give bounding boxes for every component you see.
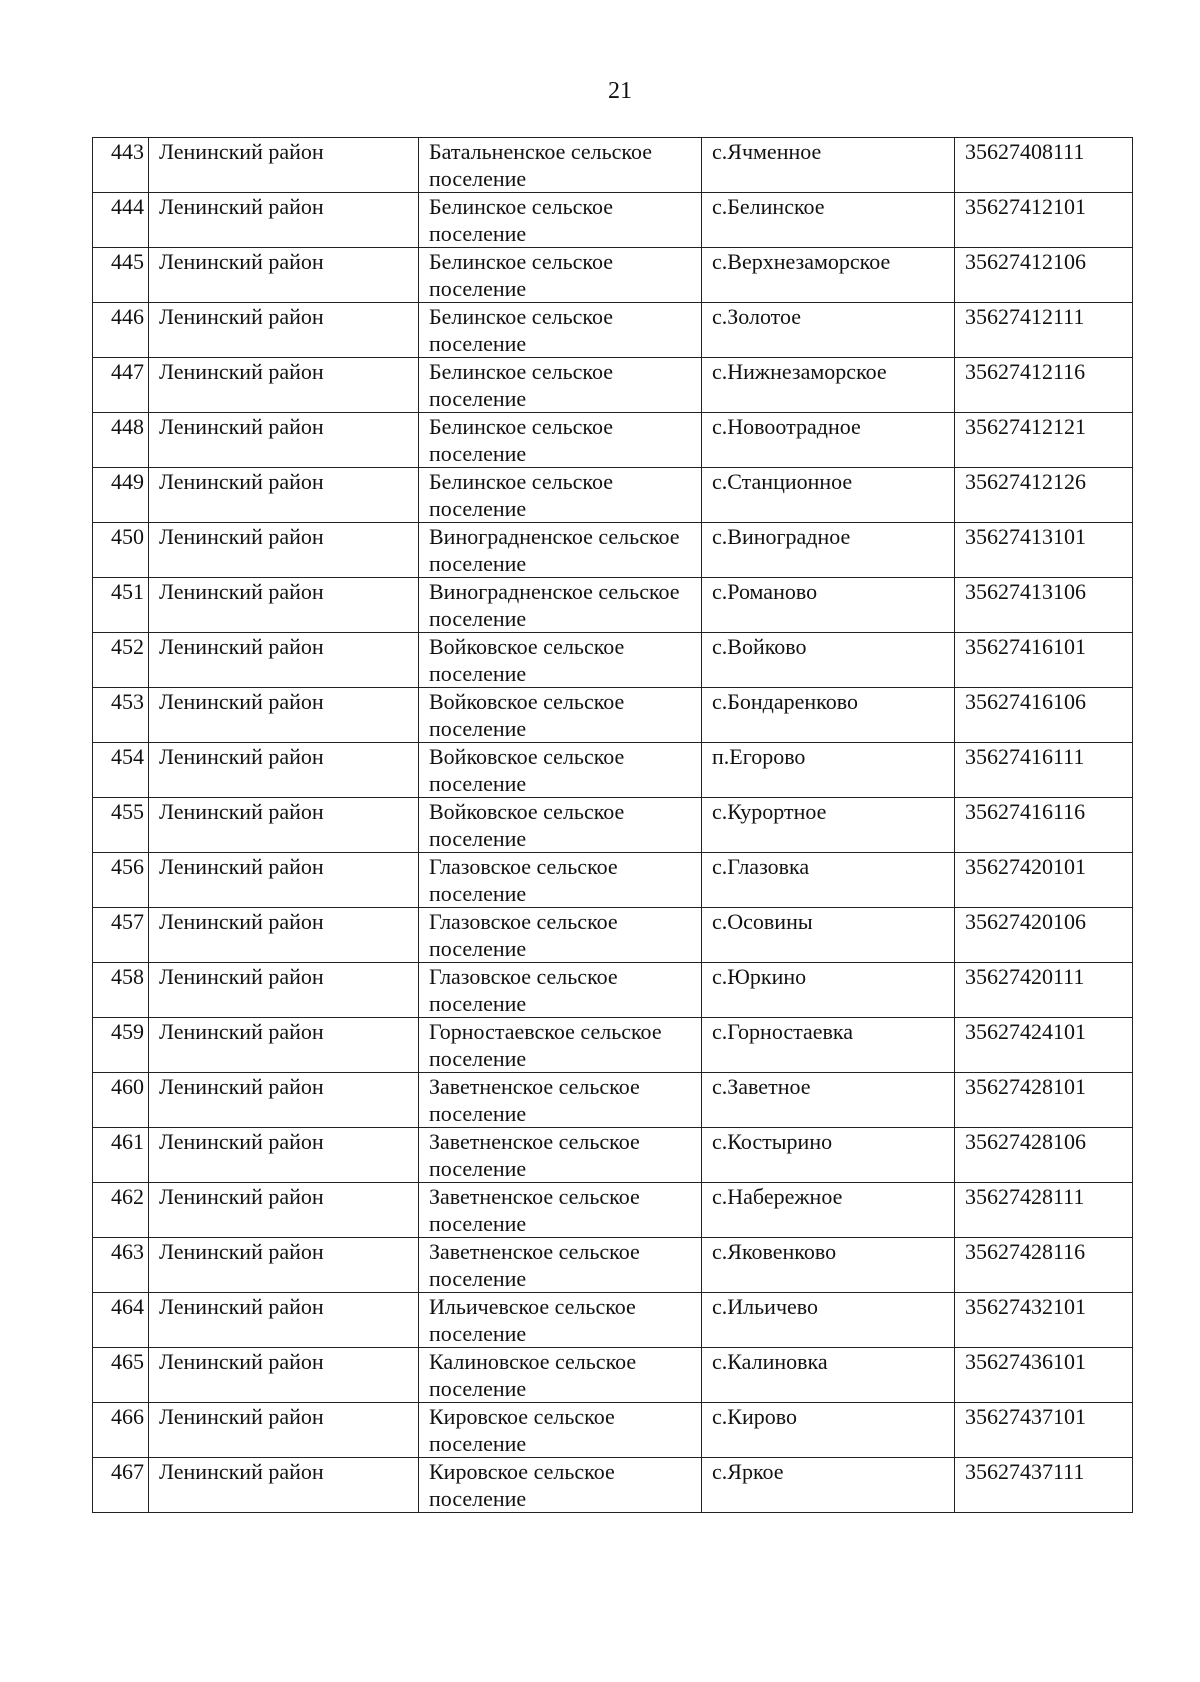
settlement-cell: Кировское сельское поселение <box>419 1458 702 1513</box>
table-row <box>93 1128 1133 1183</box>
settlement-cell: Белинское сельское поселение <box>419 468 702 523</box>
code-cell: 35627424101 <box>955 1018 1133 1073</box>
code-cell: 35627420101 <box>955 853 1133 908</box>
settlement-cell: Заветненское сельское поселение <box>419 1073 702 1128</box>
table-row <box>93 413 1133 468</box>
locality-cell: с.Яковенково <box>702 1238 955 1293</box>
row-number: 457 <box>93 908 149 963</box>
code-cell: 35627437111 <box>955 1458 1133 1513</box>
table-row <box>93 908 1133 963</box>
settlement-cell: Глазовское сельское поселение <box>419 963 702 1018</box>
settlement-cell: Батальненское сельское поселение <box>419 138 702 193</box>
settlement-cell: Белинское сельское поселение <box>419 413 702 468</box>
locality-cell: с.Золотое <box>702 303 955 358</box>
locality-cell: с.Курортное <box>702 798 955 853</box>
row-number: 445 <box>93 248 149 303</box>
code-cell: 35627412126 <box>955 468 1133 523</box>
code-cell: 35627412106 <box>955 248 1133 303</box>
settlement-cell: Заветненское сельское поселение <box>419 1128 702 1183</box>
locality-cell: с.Кирово <box>702 1403 955 1458</box>
locality-cell: с.Романово <box>702 578 955 633</box>
district-cell: Ленинский район <box>149 743 419 798</box>
code-cell: 35627428101 <box>955 1073 1133 1128</box>
settlement-cell: Белинское сельское поселение <box>419 358 702 413</box>
row-number: 453 <box>93 688 149 743</box>
table-row <box>93 248 1133 303</box>
table-row <box>93 523 1133 578</box>
settlement-cell: Заветненское сельское поселение <box>419 1183 702 1238</box>
table-row <box>93 963 1133 1018</box>
code-cell: 35627412101 <box>955 193 1133 248</box>
row-number: 452 <box>93 633 149 688</box>
table-row <box>93 853 1133 908</box>
district-cell: Ленинский район <box>149 468 419 523</box>
district-cell: Ленинский район <box>149 1018 419 1073</box>
settlement-cell: Кировское сельское поселение <box>419 1403 702 1458</box>
settlement-cell: Калиновское сельское поселение <box>419 1348 702 1403</box>
district-cell: Ленинский район <box>149 1403 419 1458</box>
row-number: 465 <box>93 1348 149 1403</box>
locality-cell: с.Яркое <box>702 1458 955 1513</box>
district-cell: Ленинский район <box>149 523 419 578</box>
code-cell: 35627420106 <box>955 908 1133 963</box>
code-cell: 35627416111 <box>955 743 1133 798</box>
code-cell: 35627428106 <box>955 1128 1133 1183</box>
code-cell: 35627432101 <box>955 1293 1133 1348</box>
district-cell: Ленинский район <box>149 908 419 963</box>
table-row <box>93 688 1133 743</box>
row-number: 455 <box>93 798 149 853</box>
locality-cell: с.Заветное <box>702 1073 955 1128</box>
code-cell: 35627416101 <box>955 633 1133 688</box>
district-cell: Ленинский район <box>149 193 419 248</box>
settlement-cell: Войковское сельское поселение <box>419 633 702 688</box>
locality-cell: с.Ячменное <box>702 138 955 193</box>
code-cell: 35627408111 <box>955 138 1133 193</box>
row-number: 460 <box>93 1073 149 1128</box>
table-row <box>93 1073 1133 1128</box>
locality-cell: с.Бондаренково <box>702 688 955 743</box>
locality-cell: с.Костырино <box>702 1128 955 1183</box>
district-cell: Ленинский район <box>149 798 419 853</box>
row-number: 448 <box>93 413 149 468</box>
code-cell: 35627437101 <box>955 1403 1133 1458</box>
district-cell: Ленинский район <box>149 688 419 743</box>
locality-cell: с.Калиновка <box>702 1348 955 1403</box>
row-number: 463 <box>93 1238 149 1293</box>
row-number: 451 <box>93 578 149 633</box>
locality-cell: с.Осовины <box>702 908 955 963</box>
locality-cell: с.Виноградное <box>702 523 955 578</box>
table-row <box>93 1018 1133 1073</box>
district-cell: Ленинский район <box>149 303 419 358</box>
settlement-cell: Белинское сельское поселение <box>419 248 702 303</box>
district-cell: Ленинский район <box>149 1293 419 1348</box>
row-number: 461 <box>93 1128 149 1183</box>
table-row <box>93 1293 1133 1348</box>
row-number: 443 <box>93 138 149 193</box>
code-cell: 35627428111 <box>955 1183 1133 1238</box>
code-cell: 35627420111 <box>955 963 1133 1018</box>
row-number: 462 <box>93 1183 149 1238</box>
locality-cell: с.Набережное <box>702 1183 955 1238</box>
table-row <box>93 633 1133 688</box>
settlements-table <box>92 137 1133 1513</box>
district-cell: Ленинский район <box>149 578 419 633</box>
settlement-cell: Белинское сельское поселение <box>419 193 702 248</box>
settlement-cell: Заветненское сельское поселение <box>419 1238 702 1293</box>
district-cell: Ленинский район <box>149 1458 419 1513</box>
locality-cell: с.Новоотрадное <box>702 413 955 468</box>
district-cell: Ленинский район <box>149 963 419 1018</box>
row-number: 450 <box>93 523 149 578</box>
code-cell: 35627416106 <box>955 688 1133 743</box>
row-number: 458 <box>93 963 149 1018</box>
locality-cell: с.Белинское <box>702 193 955 248</box>
row-number: 449 <box>93 468 149 523</box>
row-number: 444 <box>93 193 149 248</box>
settlement-cell: Войковское сельское поселение <box>419 688 702 743</box>
locality-cell: с.Нижнезаморское <box>702 358 955 413</box>
code-cell: 35627413101 <box>955 523 1133 578</box>
row-number: 446 <box>93 303 149 358</box>
settlement-cell: Глазовское сельское поселение <box>419 853 702 908</box>
settlement-cell: Ильичевское сельское поселение <box>419 1293 702 1348</box>
district-cell: Ленинский район <box>149 633 419 688</box>
district-cell: Ленинский район <box>149 1348 419 1403</box>
page-number: 21 <box>608 78 632 104</box>
locality-cell: с.Глазовка <box>702 853 955 908</box>
row-number: 459 <box>93 1018 149 1073</box>
code-cell: 35627412111 <box>955 303 1133 358</box>
code-cell: 35627416116 <box>955 798 1133 853</box>
code-cell: 35627428116 <box>955 1238 1133 1293</box>
district-cell: Ленинский район <box>149 413 419 468</box>
district-cell: Ленинский район <box>149 1183 419 1238</box>
settlement-cell: Белинское сельское поселение <box>419 303 702 358</box>
settlement-cell: Горностаевское сельское поселение <box>419 1018 702 1073</box>
row-number: 464 <box>93 1293 149 1348</box>
locality-cell: с.Ильичево <box>702 1293 955 1348</box>
table-row <box>93 1458 1133 1513</box>
settlement-cell: Войковское сельское поселение <box>419 798 702 853</box>
table-row <box>93 798 1133 853</box>
settlement-cell: Виноградненское сельское поселение <box>419 578 702 633</box>
locality-cell: с.Верхнезаморское <box>702 248 955 303</box>
district-cell: Ленинский район <box>149 138 419 193</box>
table-row <box>93 1183 1133 1238</box>
row-number: 456 <box>93 853 149 908</box>
table-row <box>93 1238 1133 1293</box>
table-row <box>93 1403 1133 1458</box>
table-row <box>93 468 1133 523</box>
district-cell: Ленинский район <box>149 1073 419 1128</box>
code-cell: 35627413106 <box>955 578 1133 633</box>
table-row <box>93 138 1133 193</box>
table-body <box>93 138 1133 1513</box>
table-row <box>93 358 1133 413</box>
row-number: 467 <box>93 1458 149 1513</box>
code-cell: 35627412121 <box>955 413 1133 468</box>
district-cell: Ленинский район <box>149 358 419 413</box>
district-cell: Ленинский район <box>149 248 419 303</box>
code-cell: 35627436101 <box>955 1348 1133 1403</box>
row-number: 454 <box>93 743 149 798</box>
locality-cell: с.Станционное <box>702 468 955 523</box>
settlement-cell: Виноградненское сельское поселение <box>419 523 702 578</box>
row-number: 466 <box>93 1403 149 1458</box>
district-cell: Ленинский район <box>149 1128 419 1183</box>
table-row <box>93 1348 1133 1403</box>
district-cell: Ленинский район <box>149 853 419 908</box>
settlement-cell: Глазовское сельское поселение <box>419 908 702 963</box>
table-row <box>93 578 1133 633</box>
district-cell: Ленинский район <box>149 1238 419 1293</box>
locality-cell: п.Егорово <box>702 743 955 798</box>
code-cell: 35627412116 <box>955 358 1133 413</box>
table-row <box>93 743 1133 798</box>
locality-cell: с.Горностаевка <box>702 1018 955 1073</box>
row-number: 447 <box>93 358 149 413</box>
table-row <box>93 303 1133 358</box>
settlement-cell: Войковское сельское поселение <box>419 743 702 798</box>
table-row <box>93 193 1133 248</box>
locality-cell: с.Войково <box>702 633 955 688</box>
locality-cell: с.Юркино <box>702 963 955 1018</box>
